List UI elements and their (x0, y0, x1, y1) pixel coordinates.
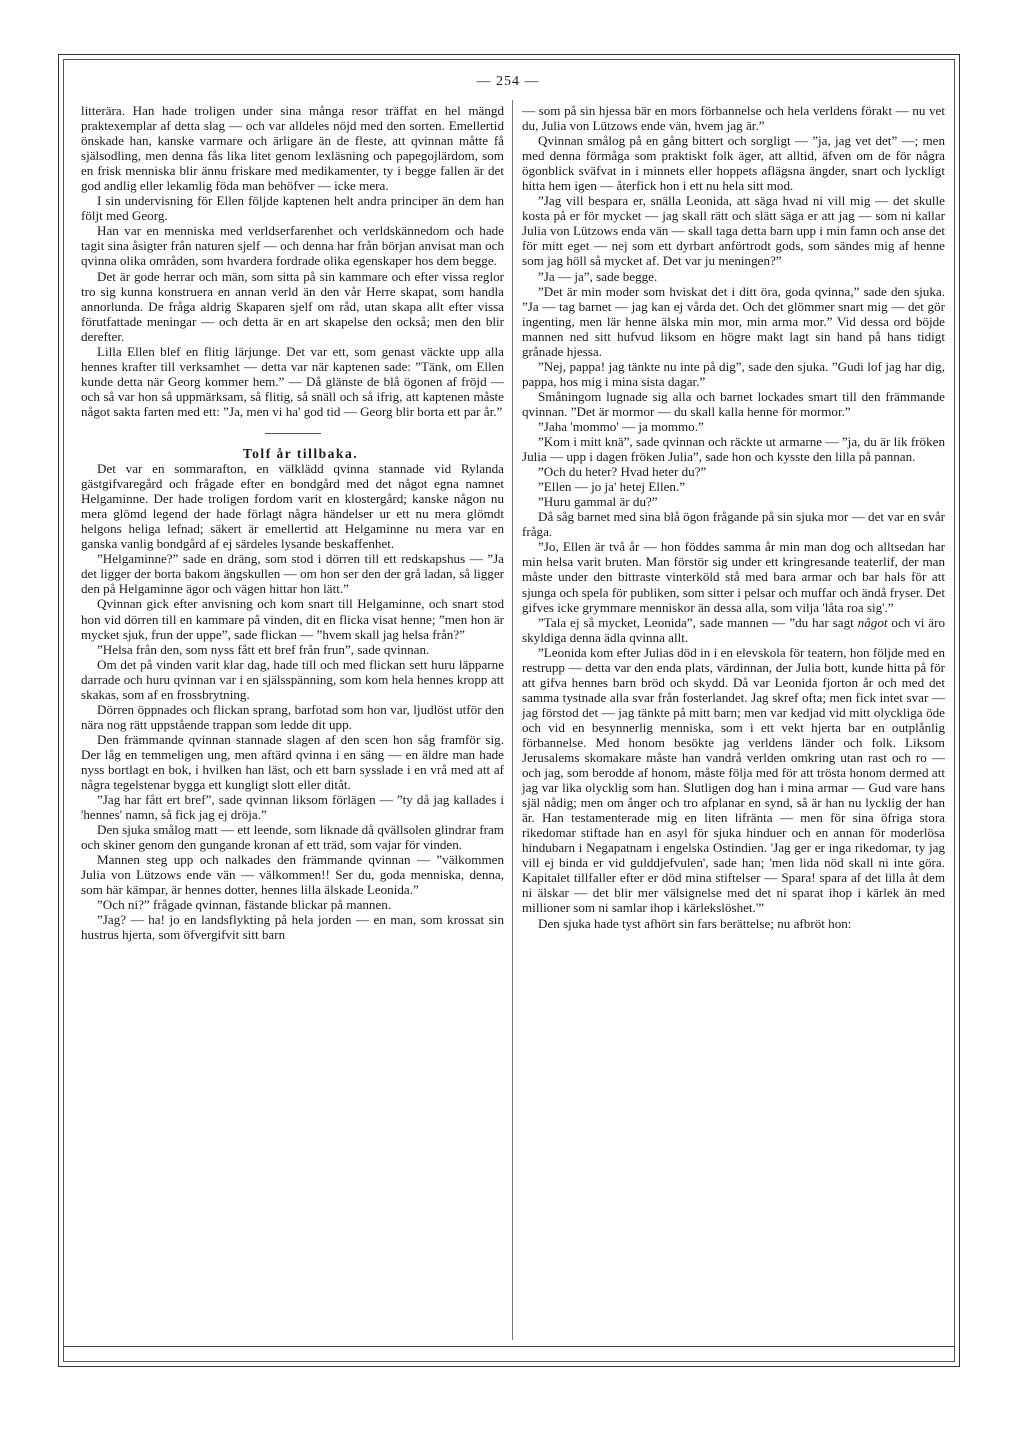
paragraph: ”Jo, Ellen är två år — hon föddes samma år min man dog och alltsedan har min helsa varit bruten. Man förstör sig under ett kringresande teaterlif, der man måste under den bittraste vinterköld stå med bara armar och bar hals för att sjunga och spela för publiken, som sitter i pelsar och muffar och ändå fryser. Det gifves icke grymmare menniskor än dessa alla, som vilja 'låta roa sig'.” (522, 539, 946, 615)
paragraph: Om det på vinden varit klar dag, hade till och med flickan sett huru läpparne darrade och huru qvinnan var i en själsspänning, som kom hela hennes kropp att skakas, som af en frossbrytning. (81, 656, 504, 702)
paragraph: ”Jag? — ha! jo en landsflykting på hela jorden — en man, som krossat sin hustrus hjerta, som öfvergifvit sitt barn (81, 912, 504, 943)
paragraph-text: och vi äro skyldiga denna ädla qvinna allt. (522, 614, 945, 645)
paragraph: Det var en sommarafton, en välklädd qvinna stannade vid Rylanda gästgifvaregård och frågade efter en bondgård med det något egna namnet Helgaminne. Der hade troligen fordom varit en klostergård; kanske någon nu mera glömd legend der hade förlagt några händelser ur ett nu mera glömdt helgons heliga lefnad; säkert är emellertid att Helgaminne nu mera var en ganska vanlig bondgård af ej särdeles lysande beskaffenhet. (81, 461, 504, 552)
paragraph: ”Huru gammal är du?” (538, 494, 658, 510)
paragraph: ”Jag har fått ert bref”, sade qvinnan liksom förlägen — ”ty då jag kallades i 'hennes' namn, så fick jag ej dröja.” (81, 792, 504, 823)
paragraph: ”Kom i mitt knä”, sade qvinnan och räckte ut armarne — ”ja, du är lik fröken Julia — upp i dagen fröken Julia”, sade hon och kysste den lilla på pannan. (522, 434, 945, 465)
paragraph: ”Ellen — jo ja' hetej Ellen.” (538, 479, 686, 495)
paragraph: Småningom lugnade sig alla och barnet lockades smart till den främmande qvinnan. ”Det är mormor — du skall kalla henne för mormor.” (522, 388, 945, 419)
paragraph: ”Ja — ja”, sade begge. (538, 268, 658, 284)
left-column (81, 103, 504, 943)
section-heading: Tolf år tillbaka. (242, 445, 359, 461)
paragraph: — som på sin hjessa bär en mors förbannelse och hela verldens förakt — nu vet du, Julia von Lützows ende vän, hvem jag är.” (522, 103, 945, 134)
paragraph: ”Nej, pappa! jag tänkte nu inte på dig”, sade den sjuka. ”Gudi lof jag har dig, pappa, hos mig i mina sista dagar.” (522, 358, 945, 389)
paragraph: ”Leonida kom efter Julias död in i en elevskola för teatern, hon följde med en restrupp — detta var den enda plats, värdinnan, der Julia bott, kunde hitta på för att gifva hennes barn bröd och skydd. Då var Leonida fjorton år och med det samma tystnade alla svar från fosterlandet. Jag skref ofta; men fick intet svar — jag förstod det — jag tänkte på mitt barn; men var kedjad vid mitt olyckliga öde och vid en besynnerlig menniska, som i ett vekt hjerta bar en outplånlig förbannelse. Med honom besökte jag verldens länder och folk. Liksom Jerusalems skomakare måste han vandrå verlden omkring utan rast och ro — och jag, som berodde af honom, måste följa med för att trösta honom dermed att jag var lika olycklig som han. Slutligen dog han i mina armar — Gud vare hans själ nådig; men om ånger och tro afplanar en synd, så är han nu lycklig der han är. Han testamenterade mig en liten lifränta — men för sina öfriga stora rikedomar stiftade han en asyl för sjuka hinduer och en annan för moderlösa hindubarn i Negapatnam i engelska Ostindien. 'Jag ger er inga rikedomar, ty jag vill ej binda er vid gulddjefvulen', sade han; 'men lida nöd skall ni inte göra. Kapitalet tillfaller efter er död mina stiftelser — Spara! spara af det lilla åt dem ni älskar — det blir mer välsignelse med det ni sparat ihop i kärlek än med millioner som ni samlar ihop i kärlekslöshet.'” (522, 644, 945, 916)
paragraph (522, 615, 945, 645)
italic-word: något (857, 614, 888, 630)
paragraph: ”Helsa från den, som nyss fått ett bref från frun”, sade qvinnan. (97, 641, 430, 657)
paragraph: ”Helgaminne?” sade en dräng, som stod i dörren till ett redskapshus — ”Ja det ligger der borta bakom ängskullen — om hon ser den der grå ladan, så ligger den på Helgaminne ägor och vägen hittar hon lätt.” (81, 551, 504, 597)
paragraph: Lilla Ellen blef en flitig lärjunge. Det var ett, som genast väckte upp alla hennes krafter till verksamhet — detta var när kaptenen sade: ”Tänk, om Ellen kunde detta när Georg kommer hem.” — Då glänste de blå ögonen af fröjd — och så var hon så uppmärksam, så flitig, så snäll och så ifrig, att kaptenen måste något sakta farten med ett: ”Ja, men vi ha' god tid — Georg blir borta ett par år.” (81, 343, 504, 419)
paragraph: Den sjuka smålog matt — ett leende, som liknade då qvällsolen glindrar fram och skiner genom den gungande kronan af ett träd, som vajar för vinden. (81, 822, 504, 853)
paragraph: ”Och ni?” frågade qvinnan, fästande blickar på mannen. (97, 897, 392, 913)
page-number: — 254 — (476, 74, 540, 89)
paragraph: ”Jaha 'mommo' — ja mommo.” (538, 418, 704, 434)
paragraph: Mannen steg upp och nalkades den främmande qvinnan — ”välkommen Julia von Lützows ende vän — välkommen!! Ser du, goda menniska, denna, som här kämpar, är hennes dotter, hennes lilla älskade Leonida.” (81, 852, 504, 898)
paragraph: ”Och du heter? Hvad heter du?” (538, 464, 707, 480)
paragraph: Det är gode herrar och män, som sitta på sin kammare och efter vissa reglor tro sig kunna konstruera en annan verld än den vår Herre skapat, som handla annorlunda. De fråga aldrig Skaparen sjelf om råd, utan skapa allt efter vissa förutfattade meningar — och detta är en art skapelse den också; men den blir derefter. (81, 268, 504, 344)
right-column (522, 103, 945, 931)
paragraph: I sin undervisning för Ellen följde kaptenen helt andra principer än dem han följt med Georg. (81, 193, 504, 224)
paragraph-text: ”Tala ej så mycket, Leonida”, sade mannen — ”du har sagt (538, 614, 858, 630)
paragraph: Då såg barnet med sina blå ögon frågande på sin sjuka mor — det var en svår fråga. (522, 509, 945, 540)
paragraph: Qvinnan gick efter anvisning och kom snart till Helgaminne, och snart stod hon vid dörren till en kammare på vinden, dit en flicka visat henne; ”men hon är mycket sjuk, frun der uppe”, sade flickan — ”hvem skall jag helsa från?” (81, 596, 504, 642)
column-separator (512, 100, 513, 1340)
paragraph: Den sjuka hade tyst afhört sin fars berättelse; nu afbröt hon: (538, 915, 852, 931)
paragraph: litterära. Han hade troligen under sina många resor träffat en hel mängd praktexemplar af detta slag — och var alldeles nöjd med den sorten. Emellertid önskade han, kanske varmare och ärligare än de fleste, att qvinnan måtte få själsodling, men denna fås lika litet genom lexläsning och papegojlärdom, som en frisk menniska blir ännu friskare med medikamenter, ty i begge fallen är det god andlig eller lekamlig föda man behöfver — icke mera. (81, 103, 504, 194)
paragraph: Den främmande qvinnan stannade slagen af den scen hon såg framför sig. Der låg en temmeligen ung, men aftärd qvinna i en säng — en äldre man hade nyss bortlagt en bok, i hvilken han läst, och ett barn sysslade i en vrå med att af några tegelstenar bygga ett kungligt slott eller ditåt. (81, 731, 504, 793)
paragraph: ”Det är min moder som hviskat det i ditt öra, goda qvinna,” sade den sjuka. ”Ja — tag barnet — jag kan ej vårda det. Och det glömmer snart mig — det gör ingenting, men lär henne älska min mor, min arma mor.” Vid dessa ord böjde mannen ned sitt hufvud liksom en högre makt lagt sin hand på hans tidigt grånade hjessa. (522, 283, 945, 359)
paragraph: Han var en menniska med verldserfarenhet och verldskännedom och hade tagit sina åsigter från naturen sjelf — och denna har från början anvisat man och qvinna olika områden, som hvardera fordrade olika egenskaper hos dem begge. (81, 223, 504, 269)
paragraph: Dörren öppnades och flickan sprang, barfotad som hon var, ljudlöst utför den nära nog rätt uppstående trappan som ledde dit upp. (81, 701, 504, 732)
section-divider (265, 433, 321, 434)
paragraph: Qvinnan smålog på en gång bittert och sorgligt — ”ja, jag vet det” —; men med denna förmåga som praktiskt folk äger, att alltid, äfven om de för några ögonblick sväfvat in i minnets eller hoppets aflägsna ängder, snart och lyckligt hitta hem igen — återfick hon i ett nu hela sitt mod. (522, 133, 945, 194)
bottom-rule (63, 1346, 955, 1347)
paragraph: ”Jag vill bespara er, snälla Leonida, att säga hvad ni vill mig — det skulle kosta på er för mycket — jag skall rätt och slätt säga er att jag — som ni kallar Julia von Lützows enda vän — skall taga detta barn upp i min famn och anse det för mitt eget — nej som ett dyrbart anförtrodt gods, som sändes mig af henne som jag höll så mycket af. Det var ju meningen?” (522, 193, 945, 269)
